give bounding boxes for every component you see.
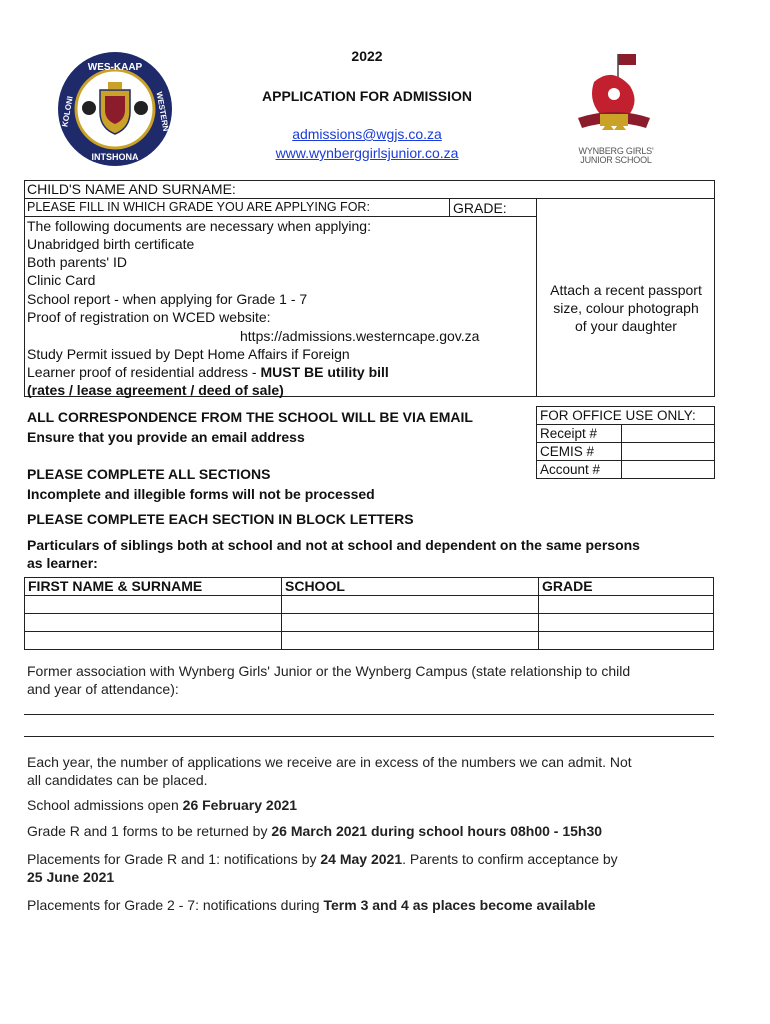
siblings-intro-1: Particulars of siblings both at school and not at school and dependent on the same persons (27, 537, 640, 553)
info-p5-text: Placements for Grade 2 - 7: notifications during (27, 897, 324, 913)
form-year: 2022 (351, 48, 383, 64)
former-association-answer-line[interactable] (24, 736, 714, 737)
column-header-name: FIRST NAME & SURNAME (25, 578, 282, 596)
doc-item: Both parents' ID (27, 254, 127, 270)
sibling-grade-cell[interactable] (539, 596, 714, 614)
block-letters-notice: PLEASE COMPLETE EACH SECTION IN BLOCK LETTERS (27, 511, 414, 527)
svg-text:INTSHONA: INTSHONA (91, 152, 139, 162)
photo-placeholder[interactable] (537, 281, 715, 335)
complete-all-notice: PLEASE COMPLETE ALL SECTIONS (27, 466, 271, 482)
table-row (25, 632, 714, 650)
info-paragraph-2 (27, 796, 297, 814)
svg-text:WESTERN: WESTERN (154, 91, 171, 133)
correspondence-notice: ALL CORRESPONDENCE FROM THE SCHOOL WILL BE VIA EMAIL (27, 409, 473, 425)
info-p2-date: 26 February 2021 (182, 797, 298, 813)
doc-item: Clinic Card (27, 272, 96, 288)
info-p1-line2: all candidates can be placed. (27, 772, 208, 788)
account-field[interactable] (622, 461, 715, 479)
office-use-title: FOR OFFICE USE ONLY: (537, 407, 715, 425)
info-paragraph-3 (27, 822, 602, 840)
sibling-name-cell[interactable] (25, 632, 282, 650)
wced-url: https://admissions.westerncape.gov.za (240, 328, 480, 344)
school-name-line2: JUNIOR SCHOOL (580, 155, 652, 165)
sibling-grade-cell[interactable] (539, 632, 714, 650)
doc-item: School report - when applying for Grade 1 - 7 (27, 291, 308, 307)
sibling-school-cell[interactable] (282, 632, 539, 650)
address-proof-item (27, 363, 389, 381)
receipt-field[interactable] (622, 425, 715, 443)
sibling-grade-cell[interactable] (539, 614, 714, 632)
siblings-table (24, 577, 714, 650)
address-proof-line2: (rates / lease agreement / deed of sale) (27, 382, 284, 398)
info-paragraph-5 (27, 896, 596, 914)
receipt-label: Receipt # (537, 425, 622, 443)
info-p2-text: School admissions open (27, 797, 183, 813)
table-row (25, 596, 714, 614)
page-title: APPLICATION FOR ADMISSION (262, 88, 472, 104)
svg-text:WES-KAAP: WES-KAAP (87, 62, 143, 73)
info-p3-date: 26 March 2021 during school hours 08h00 - 15h30 (271, 823, 603, 839)
photo-instructions-2: size, colour photograph (553, 300, 699, 316)
email-notice: Ensure that you provide an email address (27, 429, 305, 445)
sibling-school-cell[interactable] (282, 596, 539, 614)
website-link[interactable]: www.wynberggirlsjunior.co.za (275, 145, 459, 161)
info-p4-post: . Parents to confirm acceptance by (402, 851, 618, 867)
sibling-name-cell[interactable] (25, 596, 282, 614)
column-header-grade: GRADE (539, 578, 714, 596)
address-proof-bold: MUST BE utility bill (260, 364, 389, 380)
school-name-line1: WYNBERG GIRLS' (578, 146, 654, 156)
table-row (25, 614, 714, 632)
sibling-name-cell[interactable] (25, 614, 282, 632)
former-association-1: Former association with Wynberg Girls' Junior or the Wynberg Campus (state relationship to child (27, 663, 631, 679)
address-proof-text: Learner proof of residential address - (27, 364, 261, 380)
former-association-answer-line[interactable] (24, 714, 714, 715)
info-p4-text: Placements for Grade R and 1: notifications by (27, 851, 321, 867)
cemis-label: CEMIS # (537, 443, 622, 461)
office-use-table (536, 406, 715, 479)
info-p4-line2: 25 June 2021 (27, 869, 115, 885)
study-permit-item: Study Permit issued by Dept Home Affairs if Foreign (27, 346, 350, 362)
child-name-label[interactable]: CHILD'S NAME AND SURNAME: (27, 181, 236, 197)
info-p3-text: Grade R and 1 forms to be returned by (27, 823, 272, 839)
cemis-field[interactable] (622, 443, 715, 461)
grade-fill-label: PLEASE FILL IN WHICH GRADE YOU ARE APPLYING FOR: (27, 200, 370, 214)
column-header-school: SCHOOL (282, 578, 539, 596)
former-association-2: and year of attendance): (27, 681, 179, 697)
photo-instructions-1: Attach a recent passport (550, 282, 702, 298)
sibling-school-cell[interactable] (282, 614, 539, 632)
email-link[interactable]: admissions@wgjs.co.za (292, 126, 442, 142)
documents-intro: The following documents are necessary when applying: (27, 218, 371, 234)
photo-instructions-3: of your daughter (575, 318, 677, 334)
doc-item: Proof of registration on WCED website: (27, 309, 271, 325)
info-p4-date: 24 May 2021 (320, 851, 403, 867)
incomplete-notice: Incomplete and illegible forms will not be processed (27, 486, 375, 502)
info-p5-bold: Term 3 and 4 as places become available (323, 897, 596, 913)
school-crest-logo (572, 52, 656, 142)
doc-item: Unabridged birth certificate (27, 236, 195, 252)
info-paragraph-1 (27, 753, 632, 789)
info-paragraph-4 (27, 850, 618, 886)
svg-text:KOLONI: KOLONI (60, 95, 75, 128)
siblings-intro-2: as learner: (27, 555, 98, 571)
info-p1-line1: Each year, the number of applications we receive are in excess of the numbers we can admit. Not (27, 754, 632, 770)
account-label: Account # (537, 461, 622, 479)
grade-label[interactable]: GRADE: (453, 200, 507, 216)
